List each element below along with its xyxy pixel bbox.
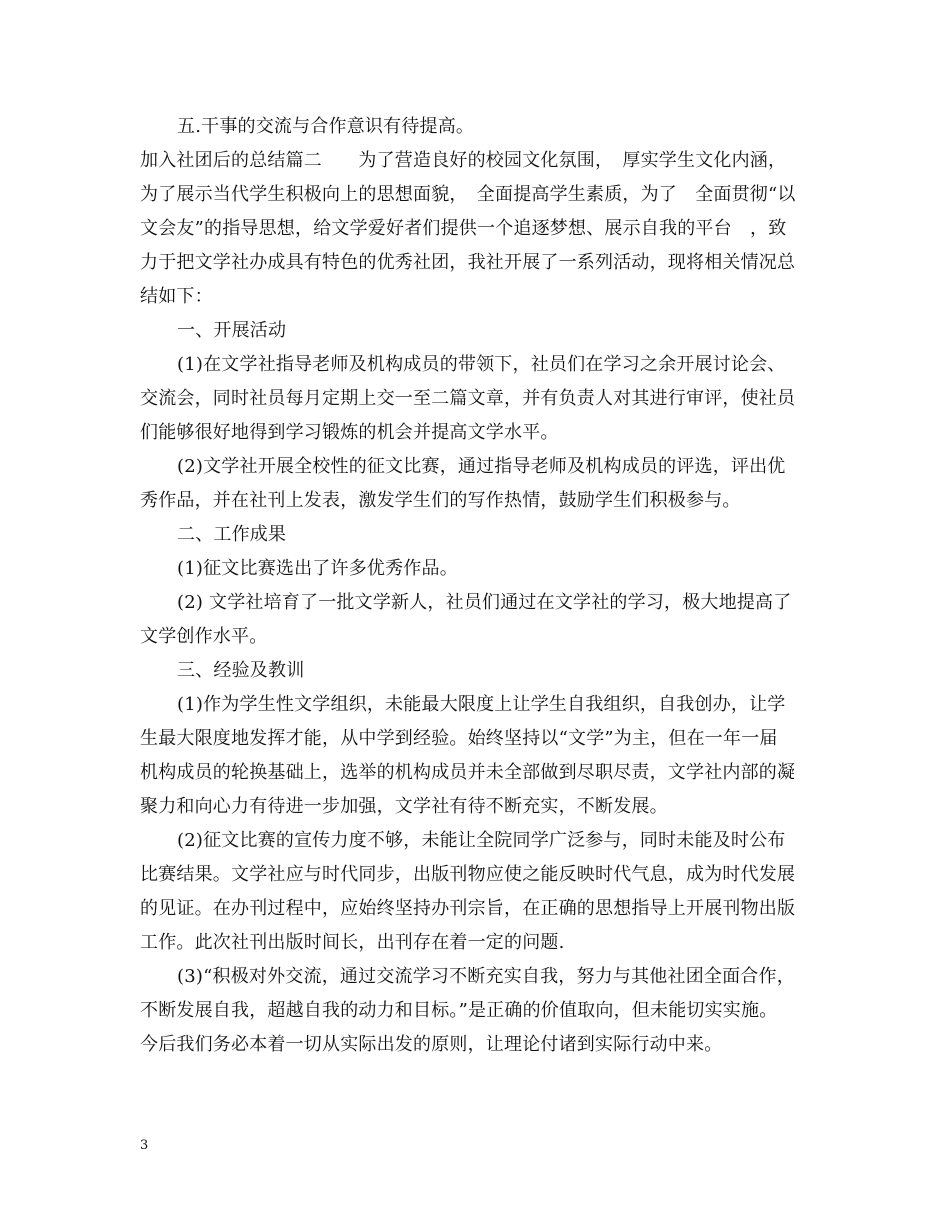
- text-line: 生最大限度地发挥才能，从中学到经验。始终坚持以“文学”为主，但在一年一届: [140, 728, 778, 749]
- text-line: 交流会，同时社员每月定期上交一至二篇文章，并有负责人对其进行审评，使社员: [140, 388, 796, 409]
- text-line: 们能够很好地得到学习锻炼的机会并提高文学水平。: [140, 422, 559, 443]
- text-line: 聚力和向心力有待进一步加强，文学社有待不断充实，不断发展。: [140, 796, 668, 817]
- page-number: 3: [140, 1138, 149, 1153]
- text-line: 文学创作水平。: [140, 626, 268, 647]
- text-line: 比赛结果。文学社应与时代同步，出版刊物应使之能反映时代气息，成为时代发展: [140, 864, 796, 885]
- text-line: 秀作品，并在社刊上发表，激发学生们的写作热情，鼓励学生们积极参与。: [140, 490, 741, 511]
- text-line: 文会友”的指导思想，给文学爱好者们提供一个追逐梦想、展示自我的平台 ，致: [140, 218, 787, 239]
- text-line: (2) 文学社培育了一批文学新人，社员们通过在文学社的学习，极大地提高了: [177, 592, 792, 613]
- text-line: 二、工作成果: [177, 524, 287, 545]
- text-line: 加入社团后的总结篇二 为了营造良好的校园文化氛围， 厚实学生文化内涵，: [140, 150, 787, 171]
- text-line: (1)征文比赛选出了许多优秀作品。: [177, 558, 458, 579]
- text-line: (1)在文学社指导老师及机构成员的带领下，社员们在学习之余开展讨论会、: [177, 354, 786, 375]
- text-line: 结如下：: [140, 286, 213, 307]
- text-line: 不断发展自我，超越自我的动力和目标。”是正确的价值取向，但未能切实实施。: [140, 1000, 778, 1021]
- text-line: (3)“积极对外交流，通过交流学习不断充实自我，努力与其他社团全面合作，: [177, 966, 795, 987]
- text-line: 机构成员的轮换基础上，选举的机构成员并未全部做到尽职尽责，文学社内部的凝: [140, 762, 796, 783]
- text-line: 的见证。在办刊过程中，应始终坚持办刊宗旨，在正确的思想指导上开展刊物出版: [140, 898, 796, 919]
- text-line: (2)文学社开展全校性的征文比赛，通过指导老师及机构成员的评选，评出优: [177, 456, 786, 477]
- text-line: 力于把文学社办成具有特色的优秀社团，我社开展了一系列活动，现将相关情况总: [140, 252, 796, 273]
- text-line: 工作。此次社刊出版时间长，出刊存在着一定的问题.: [140, 932, 565, 953]
- text-line: 一、开展活动: [177, 320, 287, 341]
- text-line: (2)征文比赛的宣传力度不够，未能让全院同学广泛参与，同时未能及时公布: [177, 830, 786, 851]
- text-line: 三、经验及教训: [177, 660, 305, 681]
- text-line: (1)作为学生性文学组织，未能最大限度上让学生自我组织，自我创办，让学: [177, 694, 786, 715]
- body-text: [140, 117, 810, 1069]
- text-line: 今后我们务必本着一切从实际出发的原则，让理论付诸到实际行动中来。: [140, 1034, 723, 1055]
- text-line: 为了展示当代学生积极向上的思想面貌， 全面提高学生素质，为了 全面贯彻“以: [140, 184, 796, 205]
- text-line: 五.干事的交流与合作意识有待提高。: [177, 116, 475, 137]
